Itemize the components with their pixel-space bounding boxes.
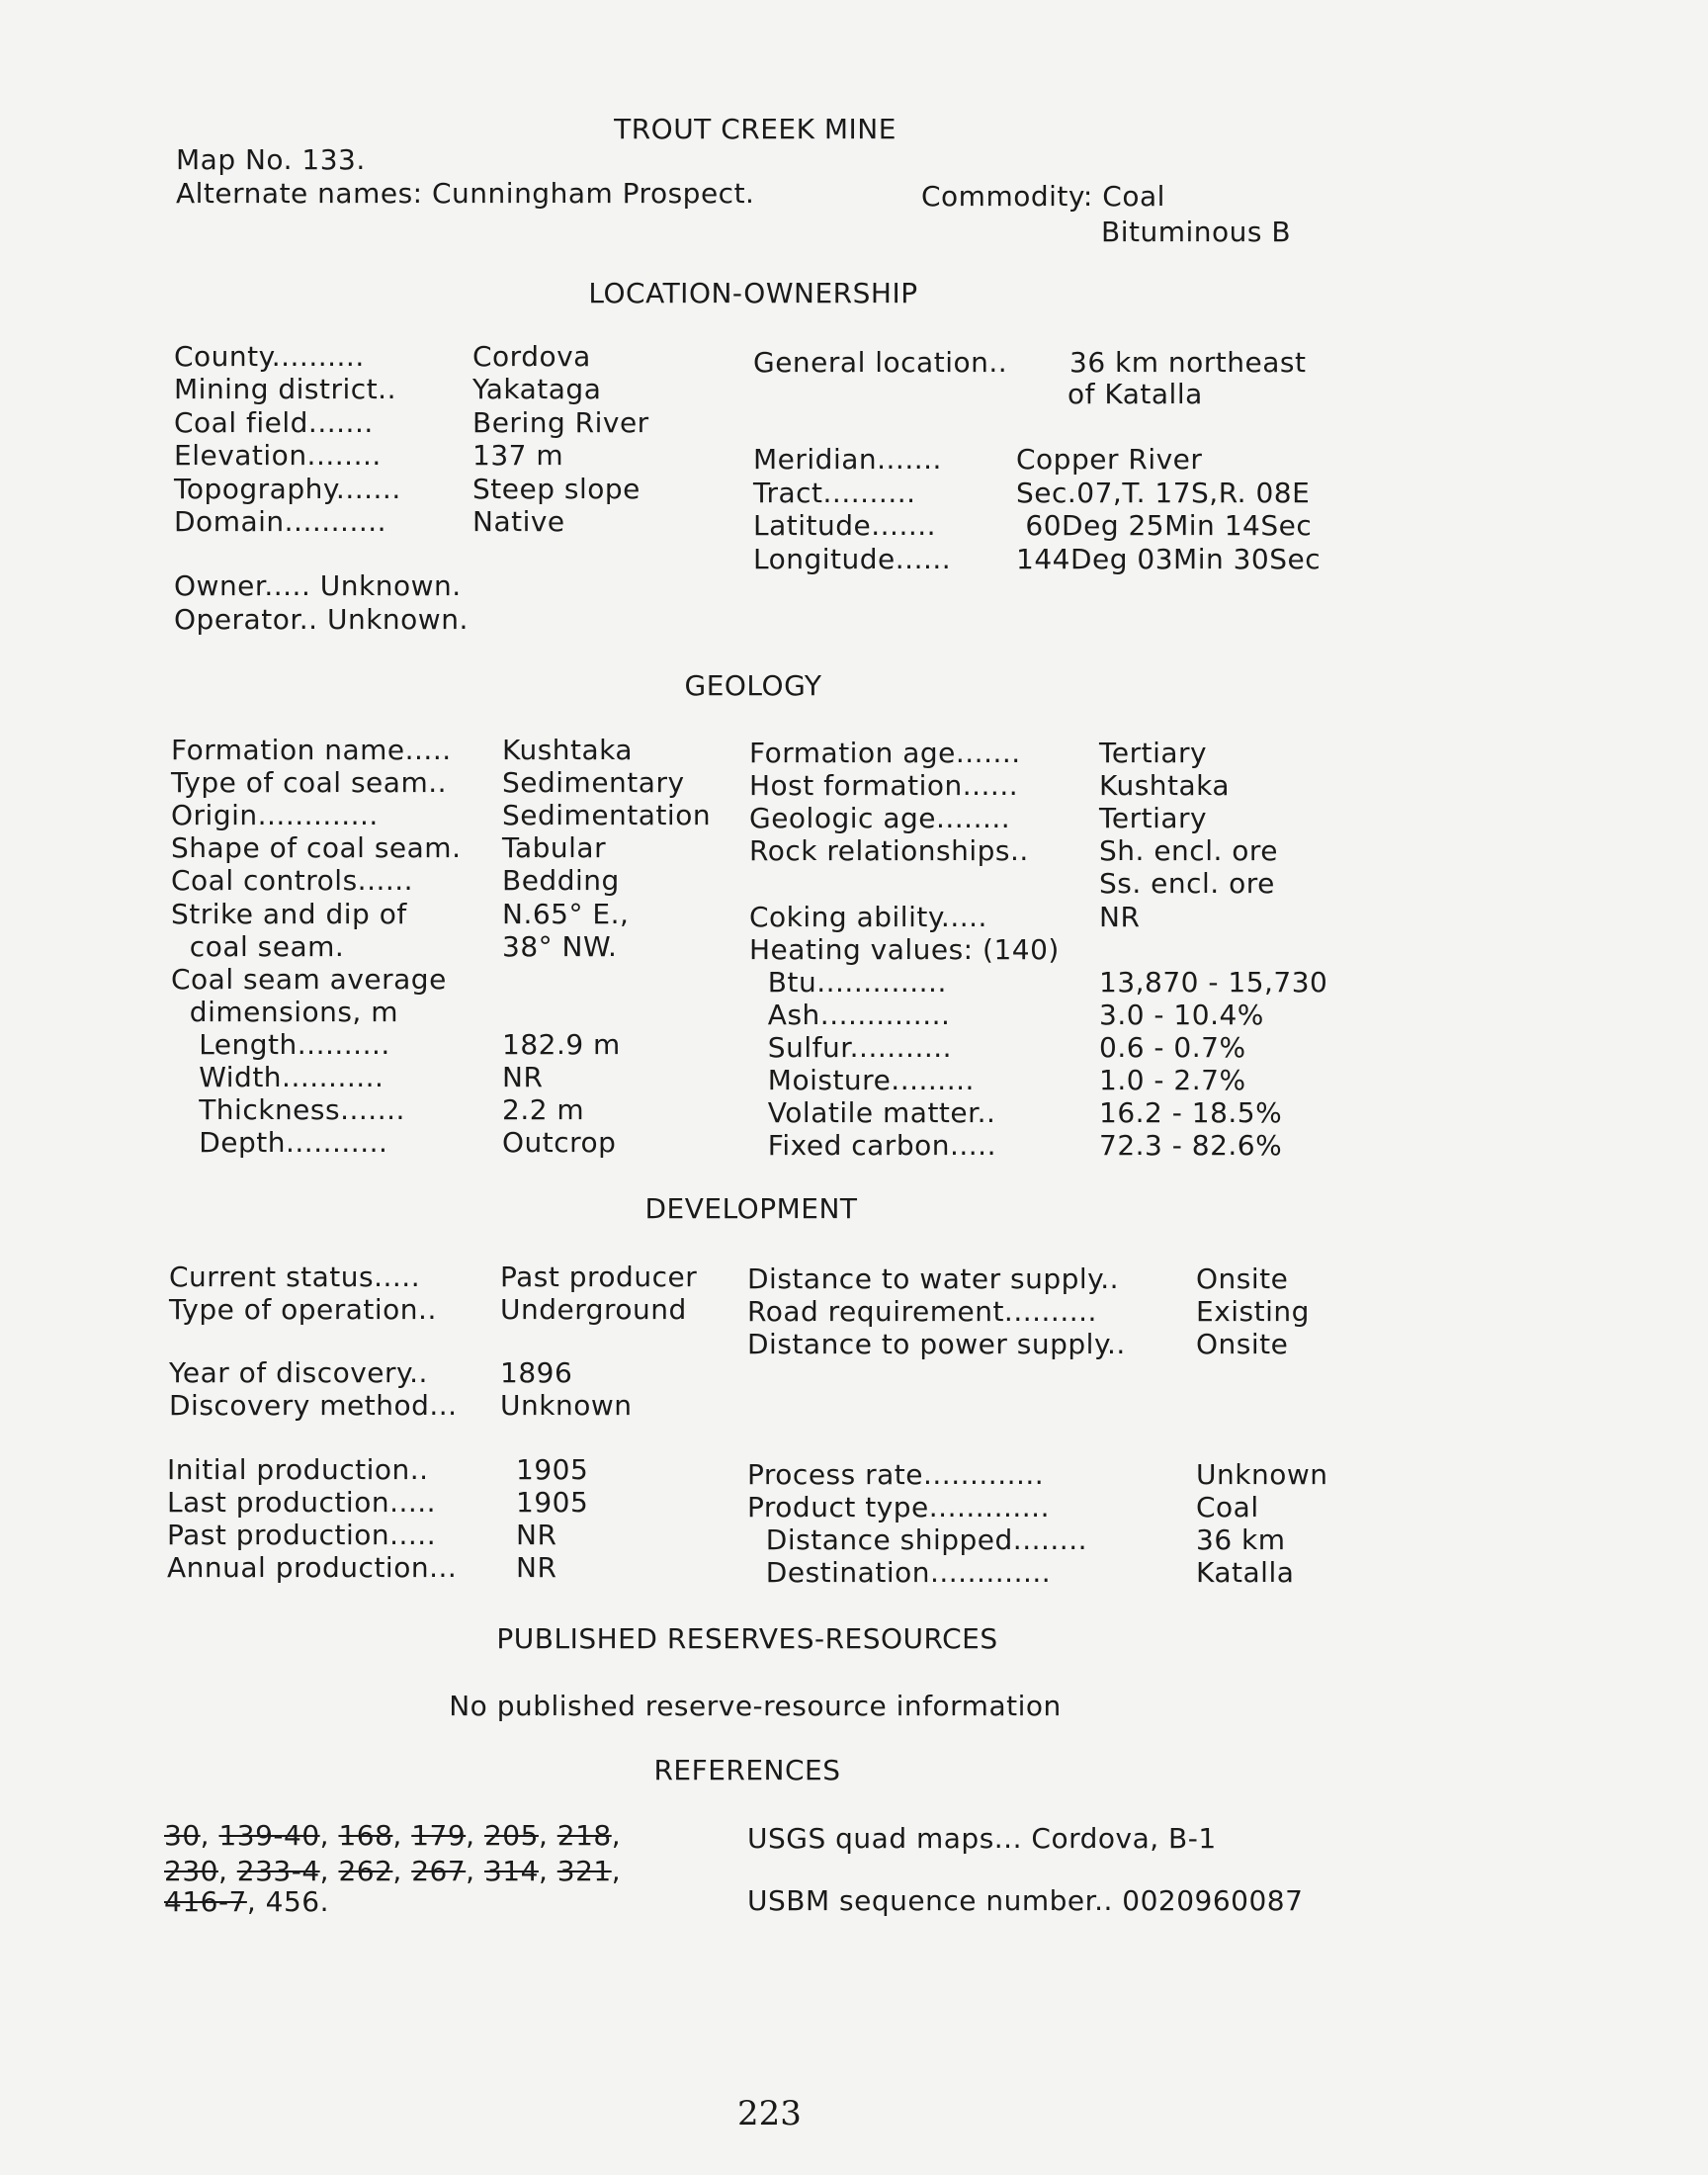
field-value: Tertiary — [1099, 802, 1208, 835]
usbm-sequence-number: USBM sequence number.. 0020960087 — [747, 1884, 1304, 1917]
field-label: Tract.......... — [753, 476, 916, 509]
field-label: Btu.............. — [749, 965, 947, 999]
reference-line-1 — [164, 1819, 631, 1853]
field-value: 16.2 - 18.5% — [1099, 1096, 1283, 1130]
field-value: 1.0 - 2.7% — [1099, 1064, 1246, 1096]
reference-number: 230 — [164, 1855, 218, 1887]
field-value: 60Deg 25Min 14Sec — [1016, 509, 1313, 542]
field-label: Discovery method... — [169, 1389, 458, 1422]
field-label: Coal controls...... — [171, 864, 414, 898]
field-label: Thickness....... — [171, 1093, 405, 1127]
field-label: Fixed carbon..... — [749, 1129, 996, 1163]
field-value: Copper River — [1016, 443, 1203, 476]
field-value: Native — [472, 505, 565, 538]
field-label: Type of operation.. — [169, 1293, 437, 1326]
reference-separator: , — [392, 1855, 412, 1887]
general-location-value-2: of Katalla — [1068, 378, 1203, 410]
section-heading-location: LOCATION-OWNERSHIP — [588, 277, 918, 309]
page-number: 223 — [737, 2094, 802, 2133]
field-label: Distance shipped........ — [747, 1523, 1087, 1556]
field-label: Host formation...... — [749, 769, 1019, 803]
reference-separator: , — [538, 1855, 557, 1887]
field-value: Kushtaka — [1099, 769, 1231, 803]
field-value: Kushtaka — [502, 734, 634, 766]
field-value: Sh. encl. ore — [1099, 834, 1279, 868]
reference-separator: , — [611, 1819, 631, 1852]
field-value: 36 km — [1196, 1523, 1286, 1556]
field-label: Type of coal seam.. — [171, 766, 448, 800]
field-label: Domain........... — [174, 505, 387, 538]
reference-number: 218 — [556, 1819, 612, 1852]
field-label: dimensions, m — [171, 995, 399, 1028]
field-label: Geologic age........ — [749, 802, 1011, 835]
section-heading-references: REFERENCES — [653, 1754, 841, 1786]
field-label: Elevation........ — [174, 439, 382, 473]
field-value: Ss. encl. ore — [1099, 867, 1275, 901]
field-value: 0.6 - 0.7% — [1099, 1030, 1246, 1064]
field-value: Underground — [500, 1293, 687, 1326]
alternate-names: Alternate names: Cunningham Prospect. — [176, 177, 755, 210]
field-value: Sedimentary — [502, 766, 685, 800]
field-value: Onsite — [1196, 1262, 1289, 1295]
field-value: 13,870 - 15,730 — [1099, 965, 1328, 999]
field-value: Yakataga — [472, 373, 602, 406]
field-value: Sec.07,T. 17S,R. 08E — [1016, 476, 1311, 509]
reference-separator: , — [466, 1855, 484, 1887]
field-value: Outcrop — [502, 1126, 617, 1160]
reference-line-2 — [164, 1855, 631, 1888]
section-heading-reserves: PUBLISHED RESERVES-RESOURCES — [496, 1622, 998, 1655]
field-value: Tertiary — [1099, 737, 1208, 769]
field-label: Initial production.. — [167, 1453, 429, 1486]
field-label: Shape of coal seam. — [171, 831, 462, 865]
field-value: 1905 — [516, 1453, 589, 1486]
field-value: Existing — [1196, 1295, 1310, 1328]
reference-number: 139-40 — [218, 1819, 320, 1852]
reference-number: 168 — [338, 1819, 393, 1852]
reference-number: 30 — [164, 1819, 201, 1852]
field-label: Origin............. — [171, 799, 379, 832]
field-value: Cordova — [472, 340, 591, 373]
reference-separator: , — [611, 1855, 631, 1887]
field-label: Meridian....... — [753, 443, 942, 476]
field-value: Steep slope — [472, 472, 640, 505]
field-label: Heating values: (140) — [749, 932, 1060, 966]
field-value: NR — [516, 1519, 557, 1551]
reference-separator: , — [217, 1855, 237, 1887]
field-label: Formation name..... — [171, 734, 452, 766]
field-label: Strike and dip of — [171, 897, 407, 930]
field-value: Coal — [1196, 1491, 1259, 1523]
field-label: Past production..... — [167, 1519, 437, 1551]
reference-number: 321 — [556, 1855, 612, 1887]
field-label: Length.......... — [171, 1027, 390, 1061]
page-title: TROUT CREEK MINE — [614, 113, 897, 145]
field-label: Depth........... — [171, 1126, 388, 1160]
reference-number: 262 — [338, 1855, 393, 1887]
field-label: coal seam. — [171, 929, 345, 963]
field-label: Destination............. — [747, 1556, 1052, 1589]
field-label: Coal field....... — [174, 405, 374, 439]
field-value: 38° NW. — [502, 929, 618, 963]
reference-separator: , — [319, 1819, 339, 1852]
field-value: Tabular — [502, 831, 607, 865]
field-label: Longitude...... — [753, 542, 952, 575]
field-label: Distance to water supply.. — [747, 1262, 1120, 1295]
field-label: Width........... — [171, 1061, 384, 1093]
field-label: Coal seam average — [171, 962, 447, 996]
field-label: Volatile matter.. — [749, 1096, 996, 1130]
field-value: 182.9 m — [502, 1027, 621, 1061]
field-value: Bering River — [472, 405, 649, 439]
map-number: Map No. 133. — [176, 143, 366, 176]
owner: Owner..... Unknown. — [174, 569, 462, 602]
field-label: Latitude....... — [753, 509, 937, 542]
field-value: Unknown — [1196, 1458, 1328, 1491]
field-label: Distance to power supply.. — [747, 1328, 1126, 1360]
commodity-grade: Bituminous B — [1101, 216, 1292, 248]
field-label: Rock relationships.. — [749, 834, 1029, 868]
field-value: Sedimentation — [502, 799, 712, 832]
field-label: Last production..... — [167, 1486, 437, 1519]
field-value: 1905 — [516, 1486, 589, 1519]
field-value: Onsite — [1196, 1328, 1289, 1360]
field-value: Katalla — [1196, 1556, 1295, 1589]
field-value: NR — [502, 1061, 544, 1093]
field-label: Topography....... — [174, 472, 401, 505]
reference-separator: , — [319, 1855, 339, 1887]
field-label: Ash.............. — [749, 998, 951, 1031]
field-value: 2.2 m — [502, 1093, 585, 1127]
field-value: NR — [1099, 900, 1141, 933]
reference-number: 205 — [483, 1819, 539, 1852]
field-value: 137 m — [472, 439, 564, 473]
general-location-label: General location.. — [753, 346, 1008, 379]
reference-tail: , 456. — [246, 1885, 330, 1918]
field-value: Past producer — [500, 1261, 698, 1293]
field-label: Moisture......... — [749, 1064, 975, 1096]
field-label: Current status..... — [169, 1261, 421, 1293]
field-label: Year of discovery.. — [169, 1356, 428, 1389]
reference-separator: , — [200, 1819, 219, 1852]
field-value: 144Deg 03Min 30Sec — [1016, 542, 1322, 575]
reference-separator: , — [392, 1819, 412, 1852]
field-value: 3.0 - 10.4% — [1099, 998, 1264, 1031]
field-value: 1896 — [500, 1356, 573, 1389]
reference-number: 267 — [411, 1855, 467, 1887]
field-label: Sulfur........... — [749, 1030, 953, 1064]
reference-number: 314 — [483, 1855, 539, 1887]
reference-separator: , — [538, 1819, 557, 1852]
field-label: Road requirement.......... — [747, 1295, 1097, 1328]
field-value: NR — [516, 1551, 557, 1584]
reference-separator: , — [466, 1819, 484, 1852]
field-label: Product type............. — [747, 1491, 1050, 1523]
general-location-value: 36 km northeast — [1069, 346, 1307, 379]
section-heading-geology: GEOLOGY — [684, 669, 822, 702]
section-heading-development: DEVELOPMENT — [644, 1192, 858, 1225]
field-value: Unknown — [500, 1389, 633, 1422]
reference-number: 233-4 — [236, 1855, 320, 1887]
field-value: N.65° E., — [502, 897, 630, 930]
field-label: Process rate............. — [747, 1458, 1045, 1491]
field-value: 72.3 - 82.6% — [1099, 1129, 1283, 1163]
operator: Operator.. Unknown. — [174, 603, 469, 636]
reference-line-3 — [164, 1885, 329, 1919]
commodity: Commodity: Coal — [921, 180, 1165, 213]
field-label: Mining district.. — [174, 373, 396, 406]
reserves-text: No published reserve-resource information — [449, 1690, 1062, 1722]
field-label: Annual production... — [167, 1551, 458, 1584]
field-label: Formation age....... — [749, 737, 1021, 769]
field-label: County.......... — [174, 340, 365, 373]
reference-struck: 416-7 — [164, 1885, 247, 1918]
field-value: Bedding — [502, 864, 620, 898]
reference-number: 179 — [411, 1819, 467, 1852]
field-label: Coking ability..... — [749, 900, 987, 933]
usgs-quad-maps: USGS quad maps... Cordova, B-1 — [747, 1822, 1217, 1855]
